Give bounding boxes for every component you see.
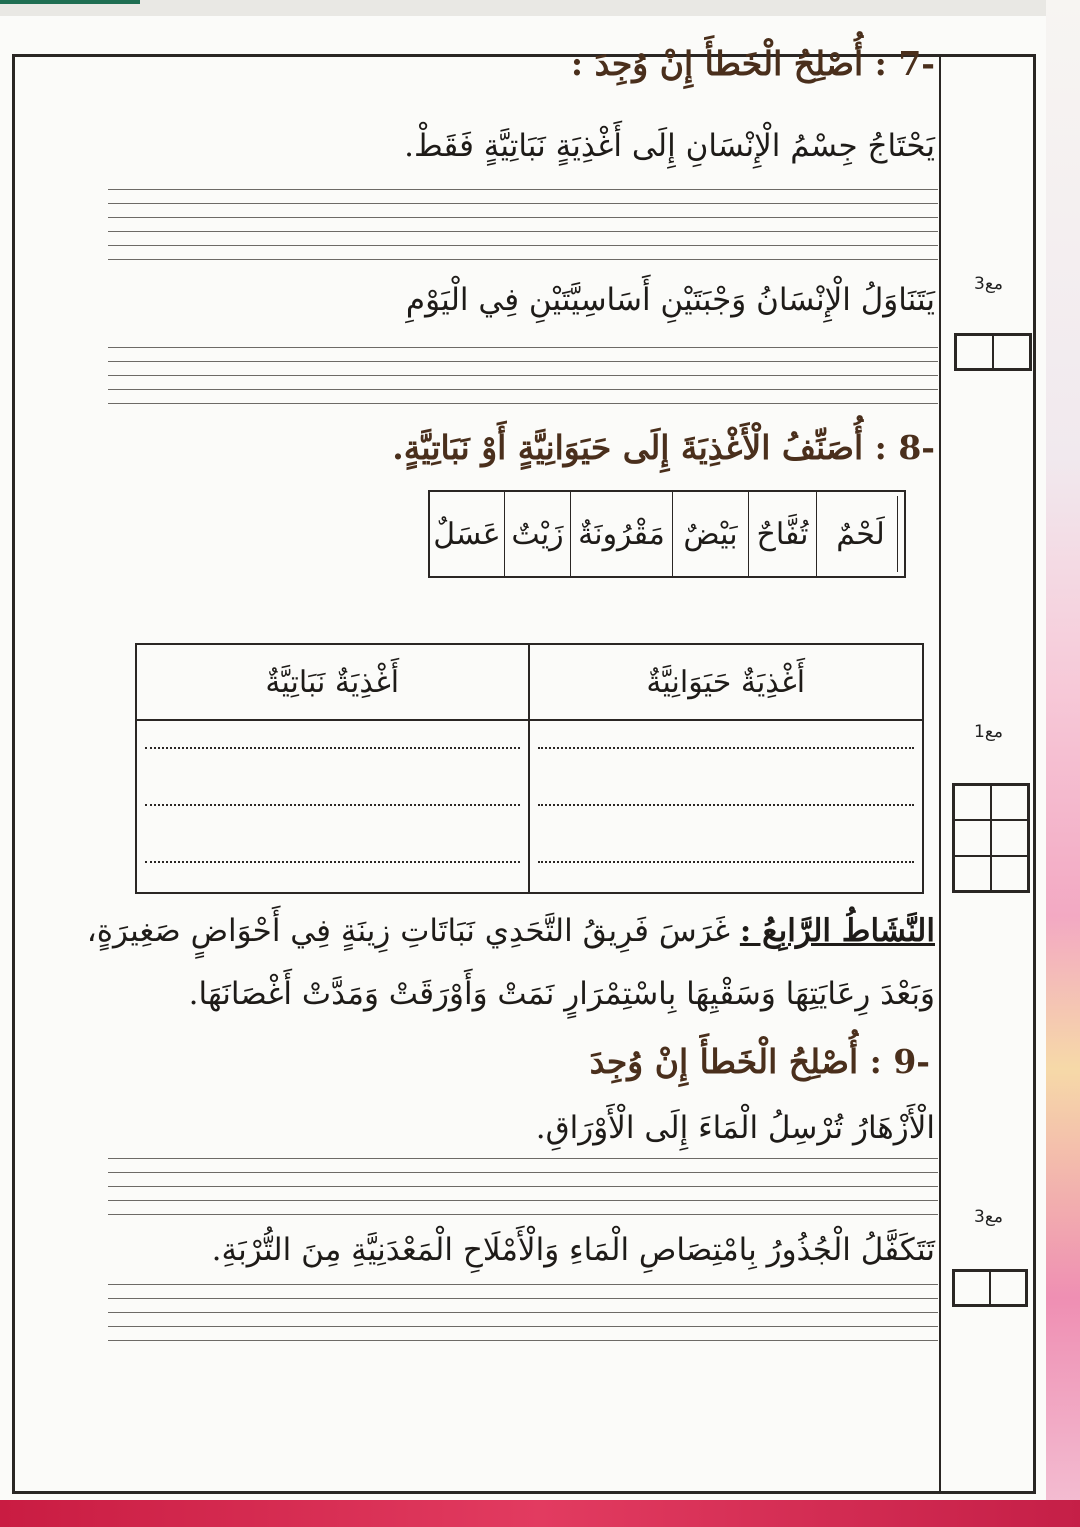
animal-foods-answer-line[interactable] — [538, 804, 915, 806]
q9-sentence-1: الْأَزْهَارُ تُرْسِلُ الْمَاءَ إِلَى الْأَوْرَاقِ. — [535, 1110, 935, 1146]
q8-score-label: مع1 — [974, 722, 1003, 742]
activity-4-text — [87, 913, 935, 949]
word-bank — [428, 490, 906, 578]
q7-answer-lines-2[interactable] — [108, 347, 938, 417]
q8-score-box[interactable] — [952, 783, 1030, 893]
plant-foods-answer-line[interactable] — [145, 747, 520, 749]
q9-title: -9 : أُصْلِحُ الْخَطأَ إِنْ وُجِدَ — [589, 1042, 930, 1081]
plant-foods-answer-line[interactable] — [145, 804, 520, 806]
plant-foods-header: أَغْذِيَةٌ نَبَاتِيَّةٌ — [137, 645, 528, 721]
q9-sentence-2: تَتَكَفَّلُ الْجُذُورُ بِامْتِصَاصِ الْمَاءِ وَالْأَمْلَاحِ الْمَعْدَنِيَّةِ مِنَ التُّرْبَةِ. — [211, 1232, 935, 1268]
plant-foods-column — [137, 645, 530, 892]
q7-sentence-1: يَحْتَاجُ جِسْمُ الْإِنْسَانِ إِلَى أَغْذِيَةٍ نَبَاتِيَّةٍ فَقَطْ. — [404, 128, 935, 164]
animal-foods-column — [530, 645, 923, 892]
word-bank-item: تُفَّاحٌ — [748, 492, 816, 576]
animal-foods-answer-line[interactable] — [538, 747, 915, 749]
q7-score-label: مع3 — [974, 274, 1003, 294]
word-bank-item: مَقْرُونَةٌ — [570, 492, 672, 576]
q9-score-label: مع3 — [974, 1207, 1003, 1227]
q9-answer-lines-2[interactable] — [108, 1284, 938, 1354]
classification-table — [135, 643, 924, 894]
plant-foods-answer-line[interactable] — [145, 861, 520, 863]
q7-score-box[interactable] — [954, 333, 1032, 371]
word-bank-item: بَيْضٌ — [672, 492, 748, 576]
word-bank-item: زَيْتٌ — [504, 492, 570, 576]
photo-background-right — [1046, 0, 1080, 1527]
q9-score-box[interactable] — [952, 1269, 1028, 1307]
activity-4-line-2: وَبَعْدَ رِعَايَتِهَا وَسَقْيِهَا بِاسْتِمْرَارٍ نَمَتْ وَأَوْرَقَتْ وَمَدَّتْ أَغْصَانَهَا. — [188, 976, 935, 1012]
q8-title: -8 : أُصَنِّفُ الْأَغْذِيَةَ إِلَى حَيَوَانِيَّةٍ أَوْ نَبَاتِيَّةٍ. — [392, 428, 935, 467]
photo-background-bottom — [0, 1500, 1080, 1527]
activity-4-line-1: غَرَسَ فَرِيقُ التَّحَدِي نَبَاتَاتِ زِينَةٍ فِي أَحْوَاضٍ صَغِيرَةٍ، — [86, 913, 731, 949]
q7-sentence-2: يَتَنَاوَلُ الْإِنْسَانُ وَجْبَتَيْنِ أَسَاسِيَّتَيْنِ فِي الْيَوْمِ — [405, 282, 935, 318]
q7-answer-lines-1[interactable] — [108, 189, 938, 273]
activity-4-label: النَّشَاطُ الرَّابِعُ : — [739, 913, 935, 949]
q7-title: -7 : أُصْلِحُ الْخَطأَ إِنْ وُجِدَ : — [570, 44, 935, 83]
animal-foods-header: أَغْذِيَةٌ حَيَوَانِيَّةٌ — [530, 645, 923, 721]
animal-foods-answer-line[interactable] — [538, 861, 915, 863]
word-bank-item: عَسَلٌ — [433, 516, 501, 552]
score-margin-divider — [939, 54, 941, 1494]
q9-answer-lines-1[interactable] — [108, 1158, 938, 1228]
word-bank-item: لَحْمٌ — [816, 492, 904, 576]
